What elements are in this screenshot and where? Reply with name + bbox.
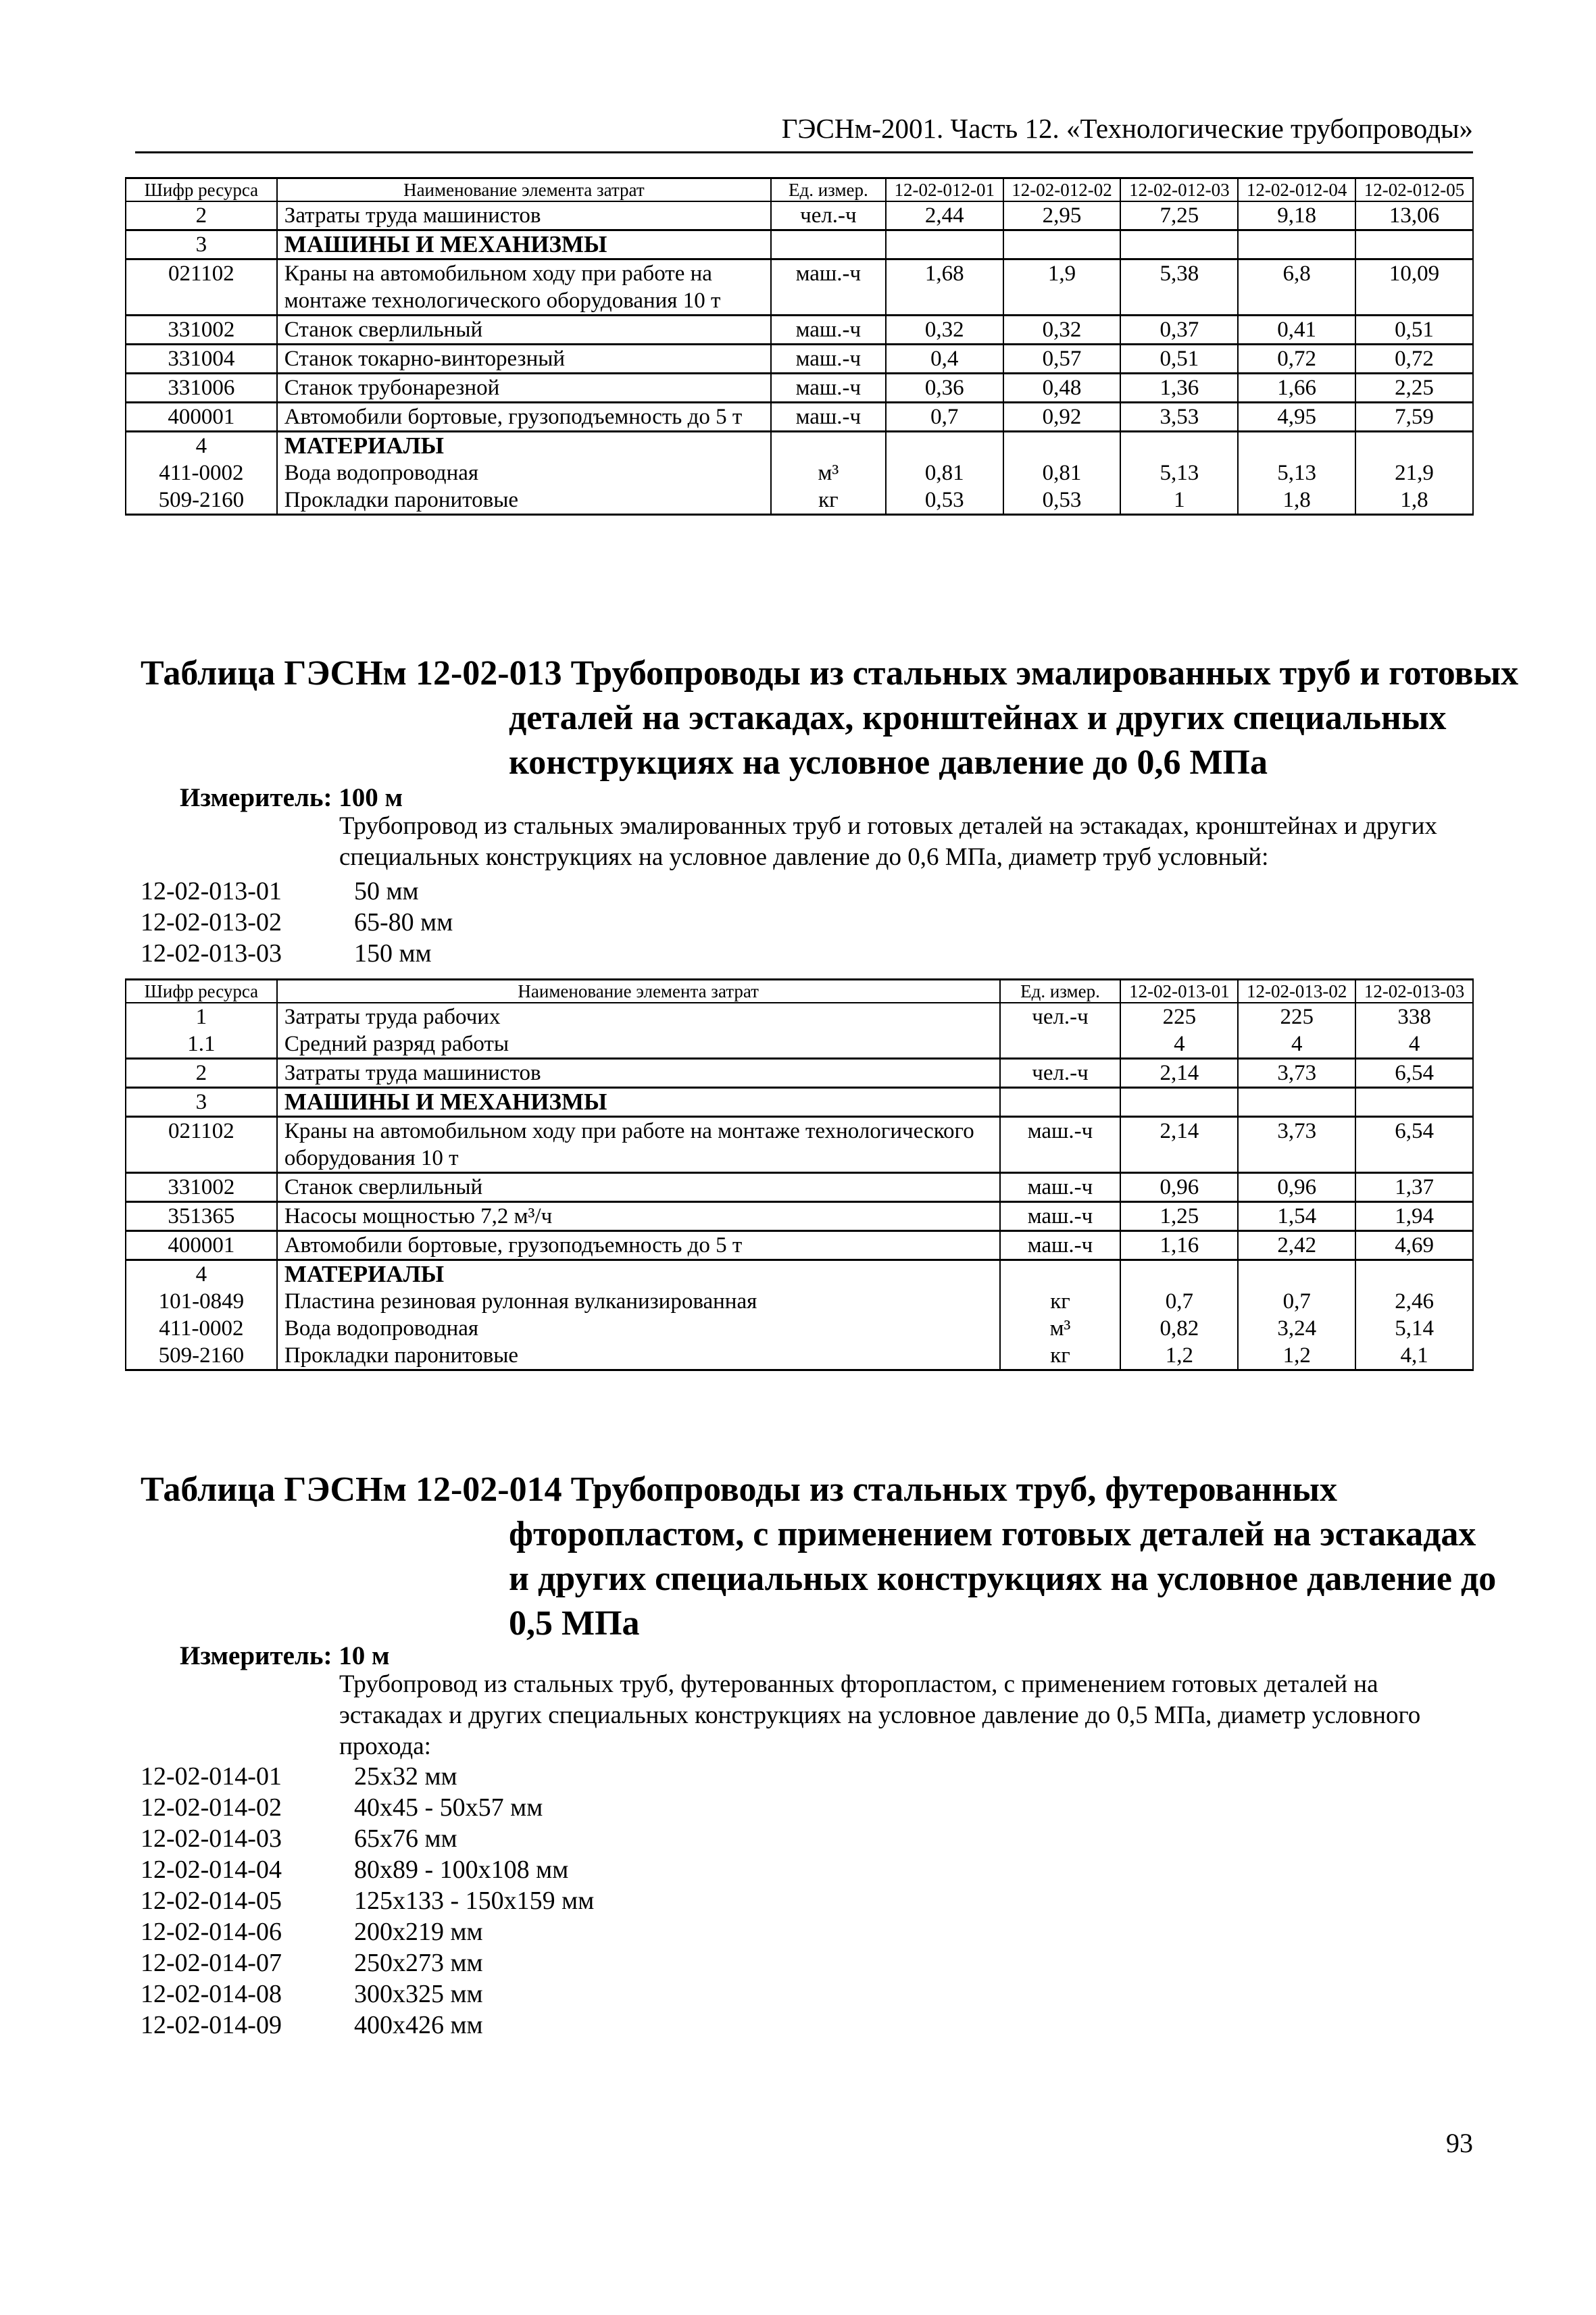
value-cell <box>1120 230 1238 259</box>
column-header: 12-02-012-05 <box>1355 178 1473 202</box>
value-cell <box>1238 230 1355 259</box>
value-cell <box>1003 230 1121 259</box>
value-cell: 2,14 <box>1120 1117 1238 1173</box>
section-title: МАТЕРИАЛЫ <box>277 1260 1000 1289</box>
value-cell <box>1355 1088 1473 1117</box>
value-cell <box>1120 1088 1238 1117</box>
value-cell: 0,41 <box>1238 316 1355 345</box>
variant-size: 25x32 мм <box>354 1762 457 1791</box>
value-cell: 5,13 <box>1120 459 1238 487</box>
table-row <box>126 259 1473 316</box>
variant-code: 12-02-014-03 <box>141 1824 282 1853</box>
value-cell: 225 <box>1238 1003 1355 1030</box>
variant-size: 250x273 мм <box>354 1949 483 1977</box>
variant-size: 400x426 мм <box>354 2011 483 2039</box>
measure-unit: Измеритель: 10 м <box>180 1641 390 1670</box>
value-cell: 4,1 <box>1355 1342 1473 1370</box>
section-row <box>126 1260 1473 1289</box>
table-title-line: 0,5 МПа <box>509 1604 640 1643</box>
table-title-line: деталей на эстакадах, кронштейнах и других специальных <box>509 699 1447 737</box>
resource-code: 331004 <box>126 345 277 374</box>
variant-item <box>141 1947 594 1978</box>
value-cell: 0,96 <box>1238 1173 1355 1202</box>
value-cell: 3,73 <box>1238 1117 1355 1173</box>
value-cell: 0,92 <box>1003 403 1121 432</box>
table-row <box>126 1117 1473 1173</box>
unit-cell: маш.-ч <box>771 345 886 374</box>
unit-cell: кг <box>1000 1288 1121 1315</box>
table-row <box>126 1030 1473 1059</box>
unit-cell <box>771 230 886 259</box>
value-cell <box>1355 230 1473 259</box>
table-row <box>126 345 1473 374</box>
value-cell: 0,7 <box>1238 1288 1355 1315</box>
value-cell <box>886 432 1003 460</box>
value-cell: 5,38 <box>1120 259 1238 316</box>
resource-code: 3 <box>126 230 277 259</box>
value-cell: 21,9 <box>1355 459 1473 487</box>
variant-item <box>141 1885 594 1916</box>
unit-cell: маш.-ч <box>771 316 886 345</box>
section-row <box>126 230 1473 259</box>
value-cell: 4,69 <box>1355 1231 1473 1260</box>
variant-code: 12-02-014-01 <box>141 1762 282 1791</box>
value-cell: 0,37 <box>1120 316 1238 345</box>
value-cell: 1,68 <box>886 259 1003 316</box>
value-cell: 0,81 <box>886 459 1003 487</box>
value-cell: 5,14 <box>1355 1315 1473 1342</box>
value-cell: 1,94 <box>1355 1202 1473 1231</box>
variant-size: 65-80 мм <box>354 908 453 937</box>
resource-code: 1.1 <box>126 1030 277 1059</box>
value-cell: 0,57 <box>1003 345 1121 374</box>
table-row <box>126 1173 1473 1202</box>
table-title-014 <box>141 1468 1496 1646</box>
unit-cell <box>1000 1030 1121 1059</box>
resource-code: 411-0002 <box>126 1315 277 1342</box>
cost-element-name: Вода водопроводная <box>277 459 771 487</box>
value-cell: 3,24 <box>1238 1315 1355 1342</box>
running-header-text: ГЭСНм-2001. Часть 12. «Технологические трубопроводы» <box>781 113 1473 144</box>
cost-element-name: Пластина резиновая рулонная вулканизированная <box>277 1288 1000 1315</box>
value-cell: 0,32 <box>1003 316 1121 345</box>
value-cell: 1,8 <box>1238 487 1355 515</box>
variant-list-013 <box>141 876 453 969</box>
value-cell <box>886 230 1003 259</box>
value-cell: 1,2 <box>1238 1342 1355 1370</box>
column-header: Шифр ресурса <box>126 178 277 202</box>
value-cell: 2,25 <box>1355 374 1473 403</box>
table-title-line: Таблица ГЭСНм 12-02-014 Трубопроводы из стальных труб, футерованных <box>141 1470 1337 1509</box>
column-header: 12-02-012-03 <box>1120 178 1238 202</box>
variant-item <box>141 1792 594 1823</box>
variant-size: 200x219 мм <box>354 1918 483 1946</box>
value-cell: 0,51 <box>1355 316 1473 345</box>
value-cell: 7,59 <box>1355 403 1473 432</box>
variant-code: 12-02-013-01 <box>141 877 282 905</box>
value-cell: 3,53 <box>1120 403 1238 432</box>
column-header: Наименование элемента затрат <box>277 178 771 202</box>
value-cell: 10,09 <box>1355 259 1473 316</box>
cost-element-name: Насосы мощностью 7,2 м³/ч <box>277 1202 1000 1231</box>
variant-size: 125x133 - 150x159 мм <box>354 1887 595 1915</box>
resource-code: 101-0849 <box>126 1288 277 1315</box>
unit-cell: чел.-ч <box>771 201 886 230</box>
section-row <box>126 1088 1473 1117</box>
variant-item <box>141 907 453 938</box>
column-header: 12-02-013-01 <box>1120 980 1238 1003</box>
value-cell: 9,18 <box>1238 201 1355 230</box>
section-title: МАШИНЫ И МЕХАНИЗМЫ <box>277 1088 1000 1117</box>
variant-code: 12-02-013-03 <box>141 939 282 968</box>
unit-cell: м³ <box>1000 1315 1121 1342</box>
value-cell: 338 <box>1355 1003 1473 1030</box>
cost-element-name: Станок токарно-винторезный <box>277 345 771 374</box>
value-cell: 0,53 <box>886 487 1003 515</box>
resource-code: 351365 <box>126 1202 277 1231</box>
unit-cell: маш.-ч <box>771 403 886 432</box>
value-cell: 225 <box>1120 1003 1238 1030</box>
resource-code: 509-2160 <box>126 487 277 515</box>
value-cell: 1,2 <box>1120 1342 1238 1370</box>
value-cell: 1,37 <box>1355 1173 1473 1202</box>
unit-cell: маш.-ч <box>1000 1231 1121 1260</box>
variant-item <box>141 1854 594 1885</box>
variant-size: 65x76 мм <box>354 1824 457 1853</box>
value-cell: 1 <box>1120 487 1238 515</box>
value-cell: 6,54 <box>1355 1117 1473 1173</box>
unit-cell: маш.-ч <box>1000 1173 1121 1202</box>
unit-cell <box>1000 1088 1121 1117</box>
measure-unit: Измеритель: 100 м <box>180 783 403 812</box>
table-title-line: конструкциях на условное давление до 0,6 МПа <box>509 743 1268 782</box>
variant-item <box>141 876 453 907</box>
variant-code: 12-02-013-02 <box>141 908 282 937</box>
work-description: Трубопровод из стальных труб, футерованных фторопластом, с применением готовых деталей на эстакадах и других специальных конструкциях на условное давление до 0,5 МПа, диаметр условного прохода: <box>339 1670 1421 1760</box>
value-cell: 2,95 <box>1003 201 1121 230</box>
cost-element-name: Вода водопроводная <box>277 1315 1000 1342</box>
value-cell: 7,25 <box>1120 201 1238 230</box>
value-cell: 1,66 <box>1238 374 1355 403</box>
resource-table-012 <box>125 177 1474 516</box>
value-cell: 13,06 <box>1355 201 1473 230</box>
variant-list-014 <box>141 1761 594 2041</box>
unit-cell: маш.-ч <box>771 374 886 403</box>
variant-size: 50 мм <box>354 877 419 905</box>
table-row <box>126 1202 1473 1231</box>
table-row <box>126 1231 1473 1260</box>
resource-code: 1 <box>126 1003 277 1030</box>
column-header: 12-02-012-02 <box>1003 178 1121 202</box>
table-row <box>126 201 1473 230</box>
value-cell: 4,95 <box>1238 403 1355 432</box>
variant-size: 150 мм <box>354 939 432 968</box>
variant-item <box>141 938 453 969</box>
unit-cell: маш.-ч <box>1000 1202 1121 1231</box>
value-cell: 1,36 <box>1120 374 1238 403</box>
variant-item <box>141 1823 594 1854</box>
cost-element-name: Станок сверлильный <box>277 316 771 345</box>
value-cell: 1,8 <box>1355 487 1473 515</box>
resource-code: 4 <box>126 432 277 460</box>
value-cell: 6,54 <box>1355 1059 1473 1088</box>
value-cell: 2,46 <box>1355 1288 1473 1315</box>
variant-code: 12-02-014-08 <box>141 1980 282 2008</box>
value-cell: 0,7 <box>1120 1288 1238 1315</box>
column-header: Шифр ресурса <box>126 980 277 1003</box>
running-header <box>135 108 1473 153</box>
resource-code: 4 <box>126 1260 277 1289</box>
value-cell: 0,82 <box>1120 1315 1238 1342</box>
cost-element-name: Прокладки паронитовые <box>277 487 771 515</box>
variant-item <box>141 1916 594 1947</box>
unit-cell <box>771 432 886 460</box>
cost-element-name: Прокладки паронитовые <box>277 1342 1000 1370</box>
resource-code: 021102 <box>126 1117 277 1173</box>
variant-code: 12-02-014-07 <box>141 1949 282 1977</box>
value-cell: 5,13 <box>1238 459 1355 487</box>
value-cell <box>1355 1260 1473 1289</box>
resource-code: 021102 <box>126 259 277 316</box>
cost-element-name: Затраты труда машинистов <box>277 201 771 230</box>
value-cell: 0,32 <box>886 316 1003 345</box>
cost-element-name: Автомобили бортовые, грузоподъемность до 5 т <box>277 1231 1000 1260</box>
cost-element-name: Краны на автомобильном ходу при работе на монтаже технологического оборудования 10 т <box>277 259 771 316</box>
table-row <box>126 316 1473 345</box>
cost-element-name: Станок сверлильный <box>277 1173 1000 1202</box>
value-cell: 6,8 <box>1238 259 1355 316</box>
resource-code: 411-0002 <box>126 459 277 487</box>
resource-table-013 <box>125 978 1474 1371</box>
value-cell: 0,53 <box>1003 487 1121 515</box>
resource-code: 509-2160 <box>126 1342 277 1370</box>
table-row <box>126 1059 1473 1088</box>
value-cell: 0,48 <box>1003 374 1121 403</box>
value-cell: 3,73 <box>1238 1059 1355 1088</box>
value-cell: 0,72 <box>1355 345 1473 374</box>
value-cell: 2,42 <box>1238 1231 1355 1260</box>
value-cell <box>1238 1260 1355 1289</box>
resource-code: 400001 <box>126 1231 277 1260</box>
value-cell: 0,72 <box>1238 345 1355 374</box>
variant-size: 40x45 - 50x57 мм <box>354 1793 543 1822</box>
variant-size: 80x89 - 100x108 мм <box>354 1856 569 1884</box>
cost-element-name: Станок трубонарезной <box>277 374 771 403</box>
page-number: 93 <box>1446 2128 1473 2158</box>
variant-code: 12-02-014-06 <box>141 1918 282 1946</box>
resource-code: 3 <box>126 1088 277 1117</box>
value-cell: 2,14 <box>1120 1059 1238 1088</box>
value-cell <box>1238 1088 1355 1117</box>
cost-element-name: Затраты труда рабочих <box>277 1003 1000 1030</box>
value-cell: 4 <box>1120 1030 1238 1059</box>
value-cell <box>1120 432 1238 460</box>
resource-code: 331006 <box>126 374 277 403</box>
column-header: Ед. измер. <box>1000 980 1121 1003</box>
resource-code: 331002 <box>126 1173 277 1202</box>
column-header: 12-02-012-01 <box>886 178 1003 202</box>
value-cell: 0,36 <box>886 374 1003 403</box>
table-row <box>126 459 1473 487</box>
resource-code: 331002 <box>126 316 277 345</box>
work-description: Трубопровод из стальных эмалированных труб и готовых деталей на эстакадах, кронштейнах и других специальных конструкциях на условное давление до 0,6 МПа, диаметр труб условный: <box>339 812 1437 871</box>
unit-cell: маш.-ч <box>771 259 886 316</box>
value-cell <box>1120 1260 1238 1289</box>
value-cell: 0,81 <box>1003 459 1121 487</box>
unit-cell <box>1000 1260 1121 1289</box>
resource-code: 2 <box>126 1059 277 1088</box>
cost-element-name: Автомобили бортовые, грузоподъемность до 5 т <box>277 403 771 432</box>
unit-cell: чел.-ч <box>1000 1003 1121 1030</box>
value-cell: 1,25 <box>1120 1202 1238 1231</box>
section-title: МАТЕРИАЛЫ <box>277 432 771 460</box>
unit-cell: маш.-ч <box>1000 1117 1121 1173</box>
resource-code: 2 <box>126 201 277 230</box>
value-cell: 0,96 <box>1120 1173 1238 1202</box>
column-header: 12-02-013-03 <box>1355 980 1473 1003</box>
table-row <box>126 1003 1473 1030</box>
column-header: Наименование элемента затрат <box>277 980 1000 1003</box>
value-cell: 1,9 <box>1003 259 1121 316</box>
cost-element-name: Затраты труда машинистов <box>277 1059 1000 1088</box>
value-cell: 1,16 <box>1120 1231 1238 1260</box>
variant-code: 12-02-014-09 <box>141 2011 282 2039</box>
section-row <box>126 432 1473 460</box>
variant-code: 12-02-014-04 <box>141 1856 282 1884</box>
value-cell <box>1003 432 1121 460</box>
table-row <box>126 403 1473 432</box>
table-title-line: Таблица ГЭСНм 12-02-013 Трубопроводы из стальных эмалированных труб и готовых <box>141 654 1519 693</box>
table-row <box>126 487 1473 515</box>
variant-item <box>141 1978 594 2010</box>
variant-item <box>141 2010 594 2041</box>
table-title-line: фторопластом, с применением готовых деталей на эстакадах <box>509 1515 1476 1553</box>
table-row <box>126 1315 1473 1342</box>
variant-code: 12-02-014-02 <box>141 1793 282 1822</box>
unit-cell: чел.-ч <box>1000 1059 1121 1088</box>
variant-item <box>141 1761 594 1792</box>
value-cell: 1,54 <box>1238 1202 1355 1231</box>
table-row <box>126 374 1473 403</box>
value-cell <box>1238 432 1355 460</box>
cost-element-name: Краны на автомобильном ходу при работе на монтаже технологического оборудования 10 т <box>277 1117 1000 1173</box>
unit-cell: кг <box>1000 1342 1121 1370</box>
section-title: МАШИНЫ И МЕХАНИЗМЫ <box>277 230 771 259</box>
value-cell: 0,51 <box>1120 345 1238 374</box>
unit-cell: кг <box>771 487 886 515</box>
value-cell: 4 <box>1238 1030 1355 1059</box>
cost-element-name: Средний разряд работы <box>277 1030 1000 1059</box>
column-header: 12-02-013-02 <box>1238 980 1355 1003</box>
column-header: Ед. измер. <box>771 178 886 202</box>
value-cell: 4 <box>1355 1030 1473 1059</box>
unit-cell: м³ <box>771 459 886 487</box>
value-cell: 0,4 <box>886 345 1003 374</box>
table-row <box>126 1342 1473 1370</box>
variant-code: 12-02-014-05 <box>141 1887 282 1915</box>
value-cell: 2,44 <box>886 201 1003 230</box>
table-title-line: и других специальных конструкциях на условное давление до <box>509 1560 1497 1598</box>
table-row <box>126 1288 1473 1315</box>
table-title-013 <box>141 651 1518 785</box>
resource-code: 400001 <box>126 403 277 432</box>
column-header: 12-02-012-04 <box>1238 178 1355 202</box>
variant-size: 300x325 мм <box>354 1980 483 2008</box>
value-cell <box>1355 432 1473 460</box>
value-cell: 0,7 <box>886 403 1003 432</box>
